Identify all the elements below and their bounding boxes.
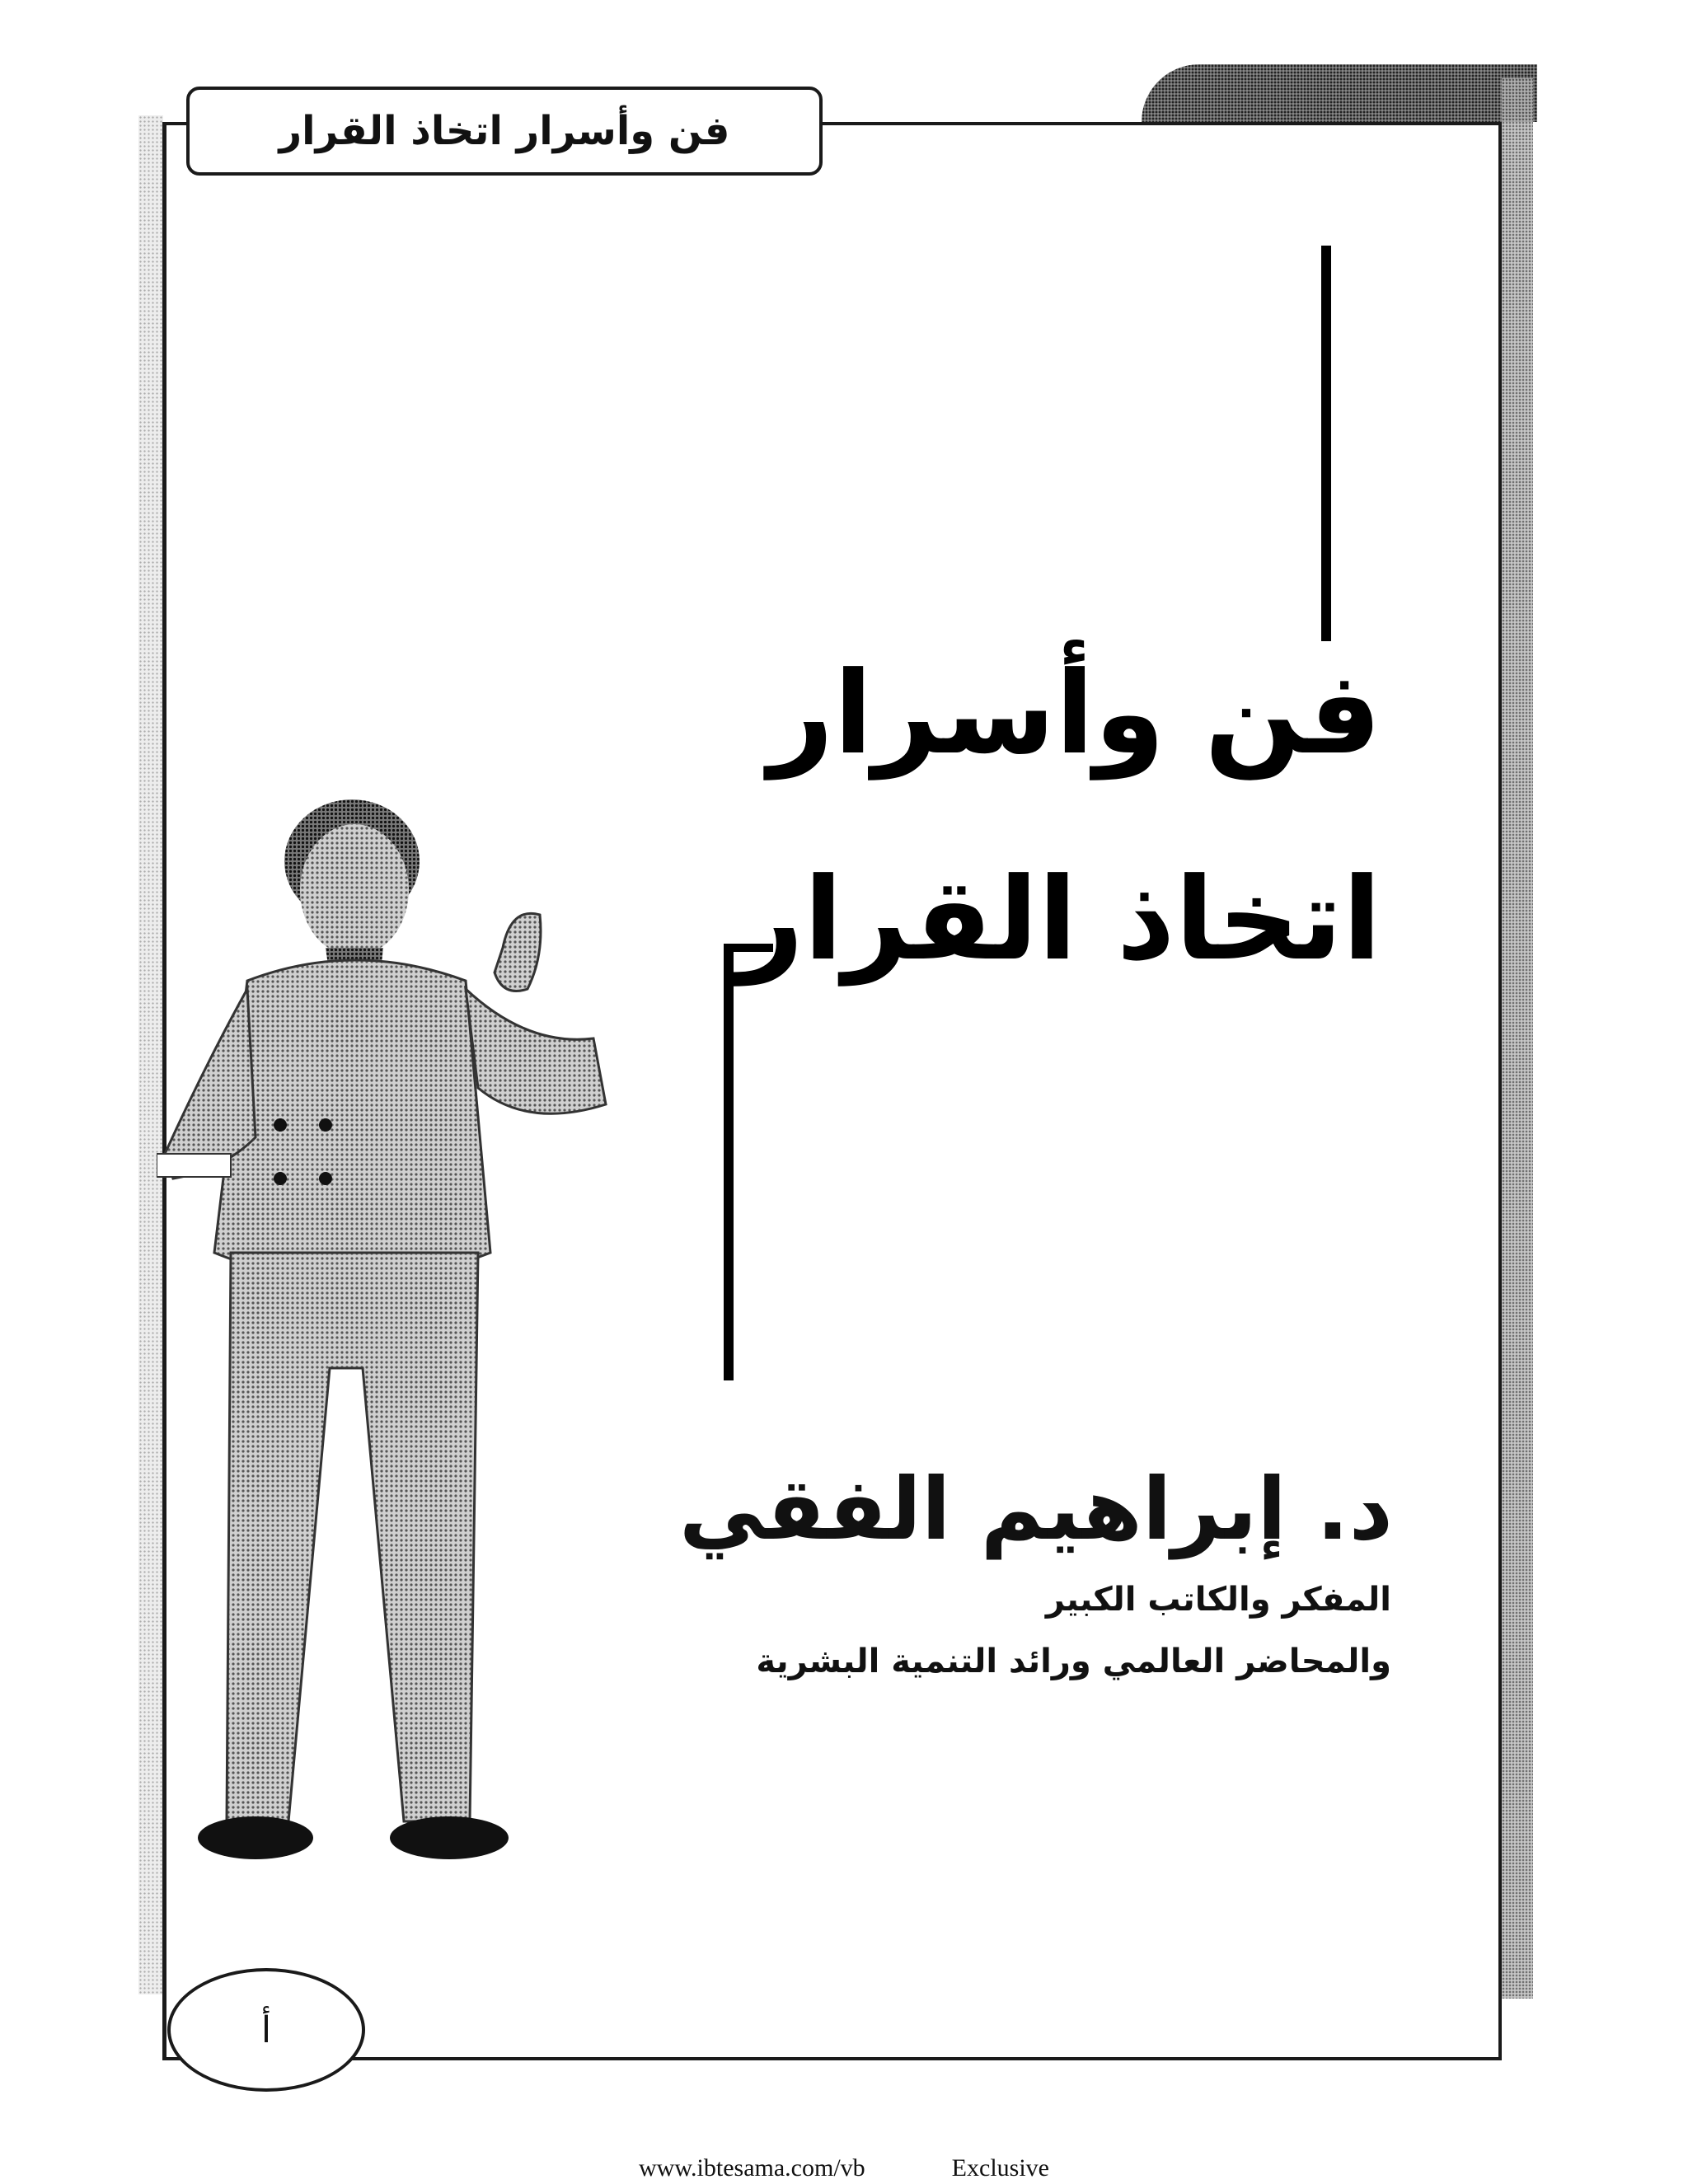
book-title-line-2: اتخاذ القرار: [738, 853, 1381, 986]
trousers: [227, 1253, 478, 1821]
running-header-title: فن وأسرار اتخاذ القرار: [279, 108, 730, 154]
jacket-button: [319, 1118, 332, 1132]
right-arm: [466, 989, 606, 1113]
author-name: د. إبراهيم الفقي: [678, 1459, 1393, 1559]
page-number-oval: [167, 1968, 365, 2092]
book-title-line-1: فن وأسرار: [768, 647, 1381, 780]
jacket-button: [274, 1172, 287, 1185]
left-arm: [165, 989, 256, 1179]
author-photo: [157, 791, 618, 1887]
title-rule-bottom: [724, 944, 734, 1380]
left-shoe: [198, 1816, 313, 1859]
title-rule-top: [1321, 246, 1331, 641]
jacket-button: [319, 1172, 332, 1185]
footer-site-link[interactable]: www.ibtesama.com/vb: [639, 2154, 865, 2182]
corner-tab-decoration: [1142, 64, 1537, 122]
jacket-button: [274, 1118, 287, 1132]
face: [300, 824, 409, 956]
running-header: [186, 87, 823, 176]
author-title-line-1: المفكر والكاتب الكبير: [1045, 1581, 1391, 1619]
right-edge-shadow: [1502, 78, 1533, 1999]
page-number: أ: [260, 2008, 272, 2051]
author-title-line-2: والمحاضر العالمي ورائد التنمية البشرية: [756, 1643, 1391, 1680]
raised-hand: [495, 913, 541, 991]
held-paper: [157, 1154, 231, 1177]
footer: [0, 2154, 1688, 2182]
right-shoe: [390, 1816, 509, 1859]
footer-tag: Exclusive: [951, 2154, 1049, 2182]
